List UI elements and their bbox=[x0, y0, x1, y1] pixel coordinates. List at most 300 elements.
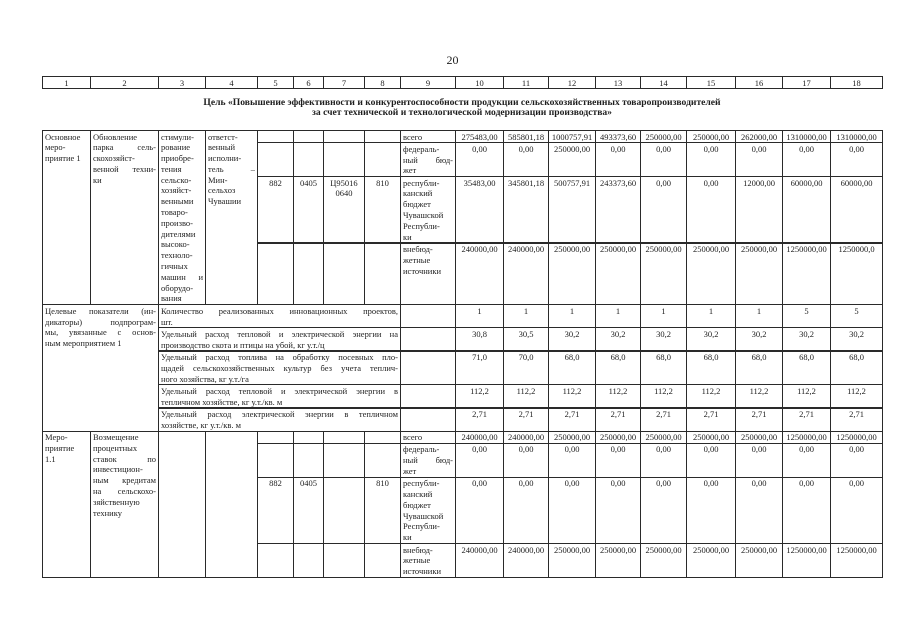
amount-cell bbox=[595, 431, 641, 444]
main-event-1-task-line: высоко- bbox=[161, 239, 190, 250]
amount-cell bbox=[548, 176, 596, 243]
event-1-1-name-line: инвестицион- bbox=[93, 464, 143, 475]
funding-source-line: Чувашской bbox=[403, 510, 444, 521]
indicator-value-cell bbox=[640, 351, 687, 386]
main-event-1-status-line: приятие 1 bbox=[45, 153, 81, 164]
amount-value: 60000,00 bbox=[790, 177, 823, 188]
amount-value: 493373,60 bbox=[599, 131, 637, 142]
expense-group-code-cell bbox=[364, 130, 401, 143]
column-number: 7 bbox=[341, 77, 347, 88]
amount-value: 250000,00 bbox=[692, 544, 730, 555]
funding-source-line: бюджет bbox=[403, 499, 431, 510]
indicator-value: 1 bbox=[756, 305, 762, 316]
amount-cell bbox=[686, 443, 736, 478]
indicator-empty-cell bbox=[400, 408, 456, 432]
main-event-1-task-line: приобре- bbox=[161, 153, 194, 164]
funding-source-cell bbox=[400, 243, 456, 306]
indicator-value: 2,71 bbox=[799, 409, 814, 419]
main-event-1-status-line: меро- bbox=[45, 142, 66, 153]
amount-value: 0,00 bbox=[472, 444, 487, 455]
amount-value: 250000,00 bbox=[692, 432, 730, 443]
funding-source-line: федераль- bbox=[403, 444, 440, 455]
indicator-value-cell bbox=[548, 384, 596, 408]
amount-value: 0,00 bbox=[751, 143, 767, 154]
funding-source-line: канский bbox=[403, 489, 433, 500]
amount-value: 585801,18 bbox=[507, 131, 545, 142]
amount-cell bbox=[686, 243, 736, 306]
main-administrator-code: 882 bbox=[269, 478, 282, 489]
indicator-value-cell bbox=[735, 384, 783, 408]
funding-source-line: бюджет bbox=[403, 199, 431, 210]
main-event-1-name-line: парка сель- bbox=[93, 142, 156, 153]
indicator-name-line: Удельный расход топлива на обработку посевных пло- bbox=[161, 352, 398, 362]
indicators-label-line: Целевые показатели (ин- bbox=[45, 305, 156, 316]
column-number: 3 bbox=[179, 77, 185, 88]
indicator-value-cell bbox=[548, 351, 596, 386]
amount-cell bbox=[782, 130, 831, 143]
main-event-1-name-line: ки bbox=[93, 174, 102, 185]
indicator-name-line: Удельный расход электрической энергии в тепличном bbox=[161, 409, 398, 419]
column-number: 15 bbox=[706, 77, 716, 88]
amount-value: 1250000,00 bbox=[786, 244, 827, 254]
funding-source-line: ный бюд- bbox=[403, 455, 453, 466]
funding-source-line: внебюд- bbox=[403, 244, 433, 254]
indicator-value: 2,71 bbox=[518, 409, 534, 419]
amount-value: 0,00 bbox=[703, 478, 719, 489]
funding-source-cell bbox=[400, 176, 456, 243]
indicator-value: 2,71 bbox=[751, 409, 767, 419]
main-event-1-executor-cell bbox=[205, 130, 258, 305]
indicator-name-line: Удельный расход тепловой и электрической энергии в bbox=[161, 385, 398, 396]
amount-cell bbox=[782, 477, 831, 544]
target-item-code-cell bbox=[323, 142, 365, 177]
indicator-value-cell bbox=[503, 304, 549, 328]
amount-cell bbox=[548, 477, 596, 544]
amount-cell bbox=[735, 142, 783, 177]
indicator-value: 70,0 bbox=[518, 352, 534, 362]
indicator-value-cell bbox=[548, 304, 596, 328]
indicator-name-cell bbox=[158, 304, 401, 328]
event-1-1-name-line: Возмещение bbox=[93, 432, 139, 443]
funding-source-line: республи- bbox=[403, 177, 440, 188]
section-code-cell bbox=[293, 443, 324, 478]
amount-value: 240000,00 bbox=[507, 432, 545, 443]
section-code-cell bbox=[293, 176, 324, 243]
column-number: 16 bbox=[754, 77, 764, 88]
indicator-value-cell bbox=[455, 351, 504, 386]
indicator-value: 68,0 bbox=[610, 352, 626, 362]
amount-cell bbox=[782, 142, 831, 177]
amount-cell bbox=[548, 142, 596, 177]
target-item-code-cell bbox=[323, 243, 365, 306]
amount-cell bbox=[595, 176, 641, 243]
indicator-value-cell bbox=[503, 351, 549, 386]
amount-value: 345801,18 bbox=[507, 177, 545, 188]
main-event-1-task-line: товаро- bbox=[161, 207, 188, 218]
amount-cell bbox=[548, 243, 596, 306]
amount-value: 0,00 bbox=[703, 444, 719, 455]
amount-value: 0,00 bbox=[656, 143, 671, 154]
indicator-empty-cell bbox=[400, 384, 456, 408]
main-event-1-task-line: техноло- bbox=[161, 250, 193, 261]
indicator-value-cell bbox=[782, 351, 831, 386]
amount-cell bbox=[455, 543, 504, 578]
indicator-name-line: щадей сельскохозяйственных культур без учета теплич- bbox=[161, 362, 398, 373]
indicator-value: 30,2 bbox=[799, 328, 814, 339]
funding-source-line: Чувашской bbox=[403, 210, 444, 221]
amount-cell bbox=[503, 243, 549, 306]
funding-source-cell bbox=[400, 477, 456, 544]
amount-value: 250000,00 bbox=[553, 432, 591, 443]
amount-cell bbox=[455, 176, 504, 243]
amount-cell bbox=[640, 477, 687, 544]
indicator-value-cell bbox=[830, 384, 883, 408]
main-event-1-executor-line: ответст- bbox=[208, 131, 238, 142]
amount-value: 0,00 bbox=[799, 444, 814, 455]
event-1-1-name-line: на сельскохо- bbox=[93, 486, 156, 497]
funding-source-line: жетные bbox=[403, 555, 431, 566]
main-event-1-task-line: машин и bbox=[161, 271, 203, 282]
page-number: 20 bbox=[446, 53, 459, 67]
amount-cell bbox=[782, 543, 831, 578]
amount-value: 250000,00 bbox=[599, 432, 637, 443]
event-1-1-status-line: 1.1 bbox=[45, 453, 56, 464]
indicator-value: 30,2 bbox=[656, 328, 671, 339]
amount-value: 1310000,00 bbox=[786, 131, 827, 142]
indicator-name-line: ного хозяйства, кг у.т./га bbox=[161, 373, 249, 384]
indicators-label-line: мы, увязанные с основ- bbox=[45, 327, 156, 338]
funding-source-line: жет bbox=[403, 465, 417, 476]
main-event-1-task-line: произво- bbox=[161, 217, 193, 228]
indicator-value-cell bbox=[686, 408, 736, 432]
amount-cell bbox=[640, 431, 687, 444]
indicator-value: 112,2 bbox=[516, 385, 536, 396]
expense-group-code-cell bbox=[364, 243, 401, 306]
target-item-code-cell bbox=[323, 477, 365, 544]
amount-value: 250000,00 bbox=[645, 131, 682, 142]
event-1-1-name-cell bbox=[90, 431, 159, 578]
expense-group-code-cell bbox=[364, 176, 401, 243]
funding-source-line: федераль- bbox=[403, 143, 440, 154]
amount-value: 0,00 bbox=[610, 478, 626, 489]
goal-title-line: Цель «Повышение эффективности и конкурентоспособности продукции сельскохозяйственных товаропроизводителей bbox=[203, 97, 721, 108]
indicator-value: 112,2 bbox=[608, 385, 628, 396]
amount-cell bbox=[455, 142, 504, 177]
amount-value: 0,00 bbox=[564, 478, 580, 489]
amount-value: 250000,00 bbox=[740, 432, 778, 443]
target-item-code-cell bbox=[323, 443, 365, 478]
column-number: 4 bbox=[229, 77, 234, 88]
amount-value: 1250000,00 bbox=[836, 544, 877, 555]
amount-cell bbox=[455, 431, 504, 444]
indicator-value-cell bbox=[782, 408, 831, 432]
main-event-1-task-line: гичных bbox=[161, 261, 188, 272]
amount-value: 240000,00 bbox=[461, 544, 498, 555]
indicator-value: 68,0 bbox=[656, 352, 671, 362]
amount-value: 240000,00 bbox=[507, 244, 545, 254]
indicator-value: 30,2 bbox=[610, 328, 626, 339]
amount-value: 0,00 bbox=[564, 444, 580, 455]
indicator-value: 1 bbox=[523, 305, 529, 316]
column-number: 9 bbox=[425, 77, 431, 88]
column-number: 14 bbox=[659, 77, 668, 88]
amount-cell bbox=[735, 130, 783, 143]
main-event-1-task-line: рование bbox=[161, 142, 191, 153]
amount-cell bbox=[735, 443, 783, 478]
amount-cell bbox=[782, 176, 831, 243]
target-item-code-cell bbox=[323, 176, 365, 243]
amount-cell bbox=[640, 130, 687, 143]
indicator-value-cell bbox=[686, 304, 736, 328]
amount-value: 60000,00 bbox=[840, 177, 873, 188]
main-event-1-name-line: Обновление bbox=[93, 131, 138, 142]
amount-value: 240000,00 bbox=[461, 432, 498, 443]
funding-source-line: республи- bbox=[403, 478, 440, 489]
event-1-1-name-line: ставок по bbox=[93, 453, 156, 464]
amount-cell bbox=[782, 443, 831, 478]
indicator-value-cell bbox=[735, 304, 783, 328]
amount-cell bbox=[686, 142, 736, 177]
indicator-value-cell bbox=[595, 304, 641, 328]
indicator-value: 2,71 bbox=[564, 409, 580, 419]
target-item-code-line: Ц95016 bbox=[330, 177, 358, 188]
amount-value: 240000,00 bbox=[461, 244, 498, 254]
main-administrator-code-cell bbox=[257, 543, 294, 578]
amount-value: 12000,00 bbox=[743, 177, 775, 188]
indicator-value: 1 bbox=[569, 305, 575, 316]
amount-cell bbox=[735, 243, 783, 306]
indicator-name-line: тепличном хозяйстве, кг у.т./кв. м bbox=[161, 396, 283, 407]
indicator-value-cell bbox=[735, 327, 783, 351]
main-event-1-executor-line: тель – bbox=[208, 163, 255, 174]
amount-cell bbox=[548, 431, 596, 444]
amount-cell bbox=[455, 130, 504, 143]
column-number: 5 bbox=[273, 77, 278, 88]
indicator-value-cell bbox=[830, 327, 883, 351]
indicator-value-cell bbox=[595, 384, 641, 408]
indicator-value: 68,0 bbox=[849, 352, 864, 362]
indicator-value: 112,2 bbox=[749, 385, 769, 396]
amount-value: 1000757,91 bbox=[551, 131, 593, 142]
event-1-1-name-line: зяйственную bbox=[93, 496, 140, 507]
amount-cell bbox=[735, 431, 783, 444]
amount-cell bbox=[595, 243, 641, 306]
section-code-cell bbox=[293, 142, 324, 177]
main-event-1-status-line: Основное bbox=[45, 131, 81, 142]
amount-cell bbox=[455, 243, 504, 306]
amount-cell bbox=[686, 176, 736, 243]
amount-value: 250000,00 bbox=[599, 244, 637, 254]
indicator-value: 2,71 bbox=[656, 409, 671, 419]
indicator-name-cell bbox=[158, 384, 401, 408]
target-item-code-line: 0640 bbox=[335, 188, 353, 199]
indicator-value: 5 bbox=[804, 305, 809, 316]
section-code-cell bbox=[293, 543, 324, 578]
amount-cell bbox=[830, 431, 883, 444]
indicator-value: 68,0 bbox=[751, 352, 767, 362]
section-code-cell bbox=[293, 431, 324, 444]
funding-source-line: жетные bbox=[403, 254, 431, 265]
amount-cell bbox=[503, 142, 549, 177]
indicator-value-cell bbox=[782, 384, 831, 408]
amount-cell bbox=[595, 142, 641, 177]
amount-value: 0,00 bbox=[610, 143, 626, 154]
expense-group-code: 810 bbox=[376, 478, 389, 489]
amount-cell bbox=[455, 443, 504, 478]
amount-cell bbox=[548, 443, 596, 478]
funding-source-line: Республи- bbox=[403, 521, 440, 532]
main-event-1-task-line: стимули- bbox=[161, 131, 194, 142]
indicator-name-cell bbox=[158, 351, 401, 386]
indicator-value: 30,2 bbox=[703, 328, 719, 339]
amount-value: 0,00 bbox=[703, 177, 719, 188]
funding-source-line: ный бюд- bbox=[403, 154, 453, 165]
amount-cell bbox=[640, 543, 687, 578]
indicator-value-cell bbox=[735, 408, 783, 432]
amount-value: 0,00 bbox=[610, 444, 626, 455]
funding-source-line: ки bbox=[403, 231, 412, 242]
indicator-value-cell bbox=[455, 304, 504, 328]
funding-source-line: Республи- bbox=[403, 220, 440, 231]
amount-cell bbox=[686, 130, 736, 143]
indicator-value-cell bbox=[830, 304, 883, 328]
main-administrator-code-cell bbox=[257, 176, 294, 243]
main-event-1-task-cell bbox=[158, 130, 206, 305]
amount-cell bbox=[595, 130, 641, 143]
event-1-1-status-cell bbox=[42, 431, 91, 578]
main-event-1-name-line: скохозяйст- bbox=[93, 153, 135, 164]
column-number: 17 bbox=[802, 77, 811, 88]
amount-cell bbox=[830, 243, 883, 306]
amount-cell bbox=[503, 443, 549, 478]
indicator-value-cell bbox=[686, 351, 736, 386]
indicator-value: 2,71 bbox=[610, 409, 626, 419]
amount-cell bbox=[830, 443, 883, 478]
indicator-value-cell bbox=[455, 384, 504, 408]
indicator-value-cell bbox=[640, 304, 687, 328]
main-administrator-code-cell bbox=[257, 443, 294, 478]
indicator-value: 2,71 bbox=[849, 409, 864, 419]
indicator-name-line: Количество реализованных инновационных проектов, bbox=[161, 305, 398, 316]
amount-value: 35483,00 bbox=[463, 177, 496, 188]
indicator-value-cell bbox=[686, 384, 736, 408]
amount-cell bbox=[830, 477, 883, 544]
indicator-value-cell bbox=[782, 327, 831, 351]
expense-group-code-cell bbox=[364, 431, 401, 444]
amount-value: 0,00 bbox=[849, 478, 864, 489]
indicator-value-cell bbox=[686, 327, 736, 351]
funding-source-line: канский bbox=[403, 188, 433, 199]
main-event-1-task-line: дителями bbox=[161, 228, 196, 239]
main-event-1-task-line: хозяйст- bbox=[161, 185, 192, 196]
amount-cell bbox=[735, 477, 783, 544]
target-item-code-cell bbox=[323, 431, 365, 444]
amount-value: 0,00 bbox=[656, 444, 671, 455]
column-number: 2 bbox=[122, 77, 127, 88]
funding-source-cell bbox=[400, 142, 456, 177]
expense-group-code-cell bbox=[364, 543, 401, 578]
indicator-value: 1 bbox=[615, 305, 621, 316]
amount-cell bbox=[830, 142, 883, 177]
amount-cell bbox=[503, 176, 549, 243]
indicator-name-line: шт. bbox=[161, 316, 173, 327]
main-event-1-task-line: сельско- bbox=[161, 174, 192, 185]
amount-cell bbox=[640, 176, 687, 243]
indicator-value: 30,2 bbox=[751, 328, 767, 339]
event-1-1-task-cell bbox=[158, 431, 206, 578]
event-1-1-executor-cell bbox=[205, 431, 258, 578]
amount-value: 250000,00 bbox=[553, 544, 591, 555]
main-administrator-code-cell bbox=[257, 243, 294, 306]
indicator-value-cell bbox=[782, 304, 831, 328]
indicator-empty-cell bbox=[400, 351, 456, 386]
amount-cell bbox=[503, 431, 549, 444]
section-code-cell bbox=[293, 243, 324, 306]
indicator-value-cell bbox=[548, 408, 596, 432]
amount-value: 250000,00 bbox=[645, 244, 682, 254]
amount-value: 0,00 bbox=[799, 478, 814, 489]
amount-cell bbox=[548, 130, 596, 143]
amount-value: 0,00 bbox=[751, 478, 767, 489]
indicator-value-cell bbox=[830, 351, 883, 386]
amount-cell bbox=[503, 543, 549, 578]
amount-value: 275483,00 bbox=[461, 131, 498, 142]
indicator-name-line: Удельный расход тепловой и электрической энергии на bbox=[161, 328, 398, 339]
amount-value: 240000,00 bbox=[507, 544, 545, 555]
main-administrator-code: 882 bbox=[269, 177, 282, 188]
amount-value: 0,00 bbox=[751, 444, 767, 455]
main-administrator-code-cell bbox=[257, 431, 294, 444]
main-event-1-executor-line: исполни- bbox=[208, 153, 242, 164]
amount-value: 0,00 bbox=[849, 143, 864, 154]
amount-value: 1250000,0 bbox=[838, 244, 875, 254]
indicator-value: 5 bbox=[854, 305, 859, 316]
amount-cell bbox=[640, 243, 687, 306]
amount-value: 243373,60 bbox=[599, 177, 637, 188]
section-code-cell bbox=[293, 130, 324, 143]
indicator-value: 2,71 bbox=[703, 409, 719, 419]
indicators-label-cell bbox=[42, 304, 159, 431]
amount-cell bbox=[735, 543, 783, 578]
indicator-value: 112,2 bbox=[470, 385, 489, 396]
event-1-1-name-line: технику bbox=[93, 507, 122, 518]
amount-value: 1310000,00 bbox=[836, 131, 877, 142]
amount-value: 0,00 bbox=[472, 143, 487, 154]
amount-cell bbox=[640, 443, 687, 478]
indicator-name-line: хозяйстве, кг у.т./кв. м bbox=[161, 419, 242, 430]
main-event-1-status-cell bbox=[42, 130, 91, 305]
event-1-1-name-line: ным кредитам bbox=[93, 475, 156, 486]
column-number: 11 bbox=[521, 77, 531, 88]
amount-cell bbox=[686, 543, 736, 578]
expense-group-code-cell bbox=[364, 142, 401, 177]
amount-value: 250000,00 bbox=[740, 244, 778, 254]
indicator-value: 112,2 bbox=[701, 385, 721, 396]
expense-group-code-cell bbox=[364, 477, 401, 544]
indicator-value: 112,2 bbox=[562, 385, 582, 396]
funding-source-line: источники bbox=[403, 265, 442, 276]
amount-cell bbox=[595, 543, 641, 578]
funding-source-cell bbox=[400, 431, 456, 444]
funding-source-cell bbox=[400, 130, 456, 143]
column-number: 10 bbox=[475, 77, 484, 88]
amount-value: 250000,00 bbox=[645, 432, 682, 443]
amount-cell bbox=[735, 176, 783, 243]
indicator-value: 112,2 bbox=[847, 385, 866, 396]
amount-value: 1250000,00 bbox=[786, 544, 827, 555]
expense-group-code: 810 bbox=[376, 177, 389, 188]
amount-cell bbox=[830, 130, 883, 143]
